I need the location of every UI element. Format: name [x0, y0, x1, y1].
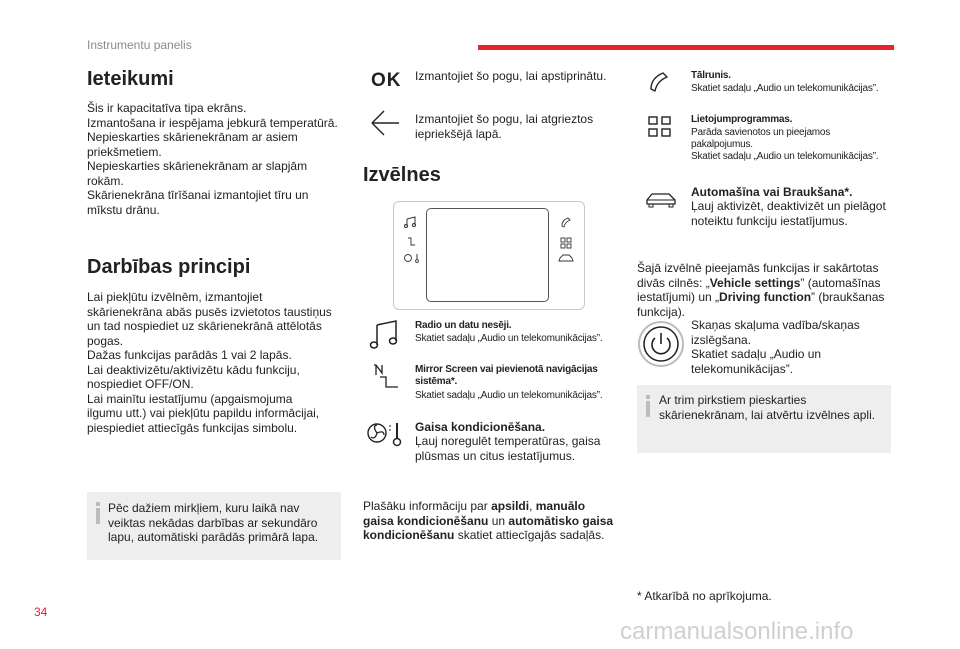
phone-icon [648, 70, 670, 92]
touchscreen-diagram-display [426, 208, 549, 302]
operating-principles-text: Lai piekļūtu izvēlnēm, izmantojiet skārienekrāna abās pusēs izvietotos taustiņus un tad nospiediet uz skārienekrānā attēlotās pogas. Dažas funkcijas parādās 1 vai 2 lapās. Lai deaktivizētu/aktivizētu kādu funkciju, nospiediet OFF/ON. Lai mainītu iestatījumu (apgaismojuma ilgumu utt.) vai piekļūtu papildu informācijai, piespiediet attiecīgās funkcijas simbolu. [87, 290, 332, 435]
info-icon [646, 401, 650, 417]
music-note-icon-small [404, 216, 418, 228]
climate-text: Ļauj noregulēt temperatūras, gaisa plūsmas un citus iestatījumus. [415, 434, 601, 463]
climate-title: Gaisa kondicionēšana. [415, 420, 546, 434]
recommendations-text: Šis ir kapacitatīva tipa ekrāns. Izmantošana ir iespējama jebkurā temperatūrā. Nepieskarties skārienekrānam ar asiem priekšmetiem. Nepieskarties skārienekrānam ar slapjām rokām. Skārienekrāna tīrīšanai izmantojiet tīru un mīkstu drānu. [87, 101, 338, 217]
car-icon-small [558, 254, 574, 264]
power-volume-knob-icon [637, 320, 685, 368]
info-right-text: Ar trim pirkstiem pieskarties skārienekrānam, lai atvērtu izvēlnes apli. [659, 393, 876, 422]
footnote: * Atkarībā no aprīkojuma. [637, 589, 772, 603]
radio-title: Radio un datu nesēji. [415, 320, 512, 331]
car-text: Ļauj aktivizēt, deaktivizēt un pielāgot noteiktu funkciju iestatījumus. [691, 199, 886, 228]
running-header: Instrumentu panelis [87, 38, 192, 52]
navigation-icon [372, 363, 402, 391]
info-icon [96, 508, 100, 524]
apps-grid-icon-small [560, 237, 572, 249]
info-left-text: Pēc dažiem mirkļiem, kuru laikā nav veiktas nekādas darbības ar sekundāro lapu, automātiski parādās primārā lapa. [108, 501, 319, 544]
heading-recommendations: Ieteikumi [87, 68, 174, 90]
heading-menus: Izvēlnes [363, 164, 441, 186]
car-title: Automašīna vai Braukšana*. [691, 185, 853, 199]
back-description: Izmantojiet šo pogu, lai atgrieztos iepriekšējā lapā. [415, 112, 594, 141]
watermark: carmanualsonline.info [620, 618, 854, 645]
header-accent-bar [478, 45, 894, 50]
page-number: 34 [34, 605, 48, 619]
vehicle-settings-text: Šajā izvēlnē pieejamās funkcijas ir sakārtotas divās cilnēs: „Vehicle settings” (automašīnas iestatījumi) un „Driving function” (braukšanas funkcija). [637, 261, 885, 319]
navigation-icon-small [407, 237, 417, 247]
info-box-right [637, 385, 891, 453]
phone-text: Skatiet sadaļu „Audio un telekomunikācijas”. [691, 83, 879, 94]
apps-title: Lietojumprogrammas. [691, 114, 793, 125]
heating-reference-text: Plašāku informāciju par apsildi, manuālo gaisa kondicionēšanu un automātisko gaisa kondicionēšanu skatiet attiecīgajās sadaļās. [363, 499, 614, 542]
phone-icon-small [560, 216, 572, 228]
ok-button-symbol: OK [371, 70, 402, 91]
info-box-left [87, 492, 341, 560]
power-text: Skaņas skaļuma vadība/skaņas izslēgšana. Skatiet sadaļu „Audio un telekomunikācijas”. [691, 318, 860, 376]
apps-text: Parāda savienotos un pieejamos pakalpojumus. Skatiet sadaļu „Audio un telekomunikācijas”. [691, 127, 879, 162]
phone-title: Tālrunis. [691, 70, 731, 81]
radio-text: Skatiet sadaļu „Audio un telekomunikācijas”. [415, 333, 603, 344]
mirror-screen-text: Skatiet sadaļu „Audio un telekomunikācijas”. [415, 390, 603, 401]
music-note-icon [368, 317, 402, 351]
mirror-screen-title: Mirror Screen vai pievienotā navigācijas sistēma*. [415, 364, 598, 387]
climate-fan-icon [367, 420, 403, 448]
back-arrow-icon [369, 109, 401, 137]
car-icon [645, 190, 677, 210]
ok-description: Izmantojiet šo pogu, lai apstiprinātu. [415, 69, 607, 83]
climate-icon-small [404, 253, 420, 263]
apps-grid-icon [648, 116, 672, 138]
heading-operating-principles: Darbības principi [87, 256, 251, 278]
